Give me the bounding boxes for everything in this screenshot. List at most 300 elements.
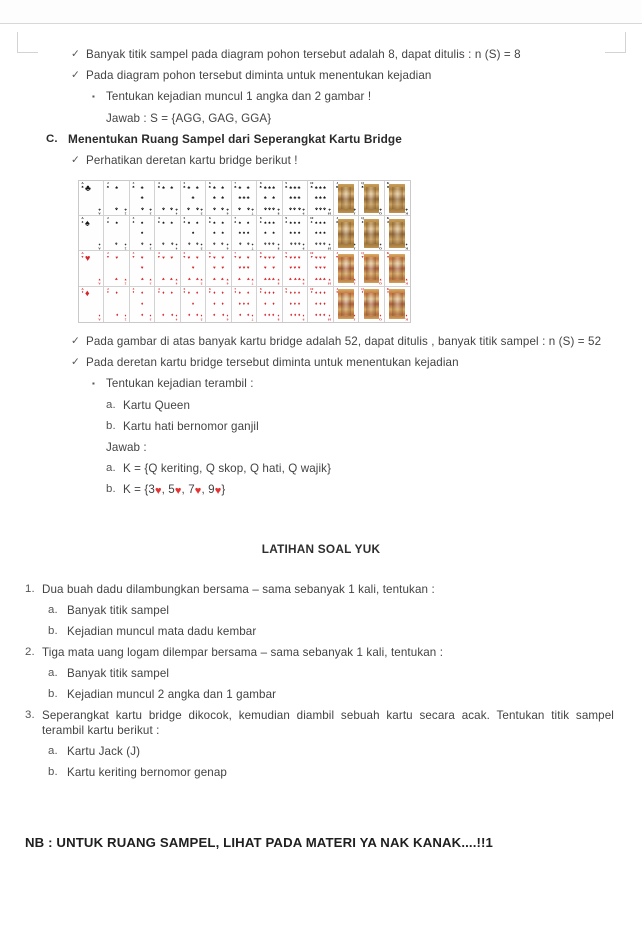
card-pip-spades: ♠: [238, 219, 242, 225]
card-rank-top-left: 5 ♣: [183, 181, 186, 189]
card-rank-top-left: Q ♠: [361, 216, 364, 224]
card-pip-hearts: ♥: [195, 276, 199, 282]
item-text: Kartu Jack (J): [67, 744, 141, 758]
card-pip-clubs: ♣: [212, 184, 216, 190]
card-rank-bottom-right: J ♦: [353, 314, 356, 322]
card-pip-spades: ♠: [293, 229, 297, 235]
item-text: Kejadian muncul mata dadu kembar: [67, 624, 257, 638]
card-pip-clubs: ♣: [195, 206, 199, 212]
playing-card: [130, 216, 155, 251]
card-pip-diamonds: ♦: [293, 312, 297, 318]
card-pip-diamonds: ♦: [242, 300, 246, 306]
card-pip-hearts: ♥: [115, 255, 119, 261]
item-text: Kartu keriting bernomor genap: [67, 765, 227, 779]
card-rank-top-left: 3 ♣: [132, 181, 135, 189]
card-pip-clubs: ♣: [314, 184, 318, 190]
playing-card: [155, 287, 180, 322]
card-pip-diamonds: ♦: [289, 300, 292, 306]
exercise-item-2: [0, 645, 642, 660]
card-rank-bottom-right: 8 ♠: [277, 242, 280, 251]
card-pip-diamonds: ♦: [140, 290, 144, 296]
card-pips: [187, 289, 199, 320]
card-pip-hearts: ♥: [319, 265, 322, 271]
item-text: Kartu Queen: [123, 398, 191, 412]
card-pip-hearts: ♥: [221, 276, 225, 282]
card-rank-top-left: 7 ♠: [234, 216, 237, 224]
answer-n1: , 5: [161, 482, 175, 496]
card-pip-diamonds: ♦: [115, 312, 118, 318]
answer-n2: , 7: [181, 482, 195, 496]
card-pip-spades: ♠: [289, 241, 292, 247]
playing-card: [206, 216, 231, 251]
answer-n3: , 9: [201, 482, 215, 496]
card-pips: [85, 253, 97, 283]
card-pip-clubs: ♣: [263, 206, 267, 212]
card-pip-hearts: ♥: [319, 276, 322, 282]
card-pip-spades: ♠: [319, 229, 322, 235]
card-pip-clubs: ♣: [272, 184, 276, 190]
scan-top-band: [0, 0, 642, 24]
card-pip-spades: ♠: [140, 241, 144, 247]
card-rank-bottom-right: J ♥: [353, 277, 356, 286]
card-pip-diamonds: ♦: [272, 312, 275, 318]
card-pips: [161, 289, 173, 320]
card-pip-diamonds: ♦: [170, 312, 173, 318]
card-pip-diamonds: ♦: [196, 312, 199, 318]
card-pip-hearts: ♥: [162, 276, 165, 282]
list-item-bullet-2: [0, 376, 642, 392]
card-pip-diamonds: ♦: [272, 290, 275, 296]
card-pip-clubs: ♣: [246, 184, 250, 190]
card-rank-bottom-right: 2 ♦: [124, 314, 127, 322]
card-pip-spades: ♠: [213, 229, 216, 235]
playing-card: [308, 287, 333, 322]
card-pip-diamonds: ♦: [238, 290, 242, 296]
card-pip-clubs: ♣: [115, 206, 119, 212]
card-pip-clubs: ♣: [187, 184, 191, 190]
card-rank-top-left: 6 ♣: [208, 181, 211, 189]
answer-text: Jawab : S = {AGG, GAG, GGA}: [106, 112, 272, 125]
exercise-item-3-a: [0, 744, 642, 759]
item-text: Kartu hati bernomor ganjil: [123, 419, 259, 433]
card-rank-bottom-right: 3 ♣: [149, 207, 153, 216]
card-pip-clubs: ♣: [187, 206, 191, 212]
card-pip-hearts: ♥: [162, 255, 165, 261]
card-pip-diamonds: ♦: [213, 300, 216, 306]
card-pip-diamonds: ♦: [246, 290, 250, 296]
card-rank-top-left: 7 ♦: [234, 286, 237, 295]
card-rank-bottom-right: Q ♣: [378, 207, 382, 216]
item-marker: 3.: [25, 708, 35, 721]
card-pip-hearts: ♥: [238, 276, 242, 282]
card-pip-spades: ♠: [268, 241, 271, 247]
card-pip-clubs: ♣: [170, 184, 174, 190]
card-rank-top-left: 2 ♦: [107, 286, 109, 295]
card-pip-diamonds: ♦: [264, 312, 267, 318]
card-pip-spades: ♠: [221, 229, 224, 235]
card-pip-diamonds: ♦: [85, 288, 90, 299]
card-pip-spades: ♠: [323, 229, 326, 235]
playing-card: [359, 216, 384, 251]
item-marker: b.: [48, 765, 58, 778]
card-pip-clubs: ♣: [297, 194, 301, 200]
card-pip-hearts: ♥: [268, 276, 271, 282]
card-pips: [263, 289, 275, 320]
card-pips: [212, 253, 224, 283]
card-pip-spades: ♠: [264, 219, 267, 225]
card-pip-hearts: ♥: [221, 255, 225, 261]
item-marker: b.: [48, 624, 58, 637]
card-pip-diamonds: ♦: [246, 300, 250, 306]
card-pip-clubs: ♣: [297, 184, 301, 190]
card-pip-clubs: ♣: [212, 206, 216, 212]
card-face-artwork: [338, 254, 353, 283]
card-rank-top-left: J ♠: [336, 216, 339, 224]
card-pip-clubs: ♣: [272, 194, 276, 200]
playing-card: [155, 181, 180, 216]
card-pip-clubs: ♣: [293, 194, 297, 200]
card-pip-diamonds: ♦: [293, 300, 297, 306]
card-pip-hearts: ♥: [213, 265, 216, 271]
card-pip-diamonds: ♦: [315, 290, 318, 296]
card-pips: [212, 218, 224, 248]
card-pips: [85, 218, 97, 248]
card-pip-hearts: ♥: [140, 255, 144, 261]
card-pip-spades: ♠: [170, 241, 173, 247]
playing-card: [283, 216, 308, 251]
card-pips: [212, 183, 224, 213]
item-text: Tiga mata uang logam dilempar bersama – sama sebanyak 1 kali, tentukan :: [42, 645, 444, 659]
card-rank-top-left: 9 ♦: [285, 286, 288, 295]
card-pip-clubs: ♣: [267, 184, 271, 190]
card-rank-bottom-right: 2 ♠: [124, 242, 127, 251]
list-item-text: Pada deretan kartu bridge tersebut diminta untuk menentukan kejadian: [86, 355, 459, 369]
list-item-check-5: [0, 355, 642, 370]
card-face-artwork: [338, 219, 353, 248]
card-pip-diamonds: ♦: [213, 290, 216, 296]
exercise-item-2-b: [0, 687, 642, 702]
card-pip-spades: ♠: [314, 241, 318, 247]
card-pip-spades: ♠: [293, 219, 297, 225]
playing-card: [206, 181, 231, 216]
card-rank-bottom-right: A ♦: [98, 314, 102, 322]
answer-item-a: [0, 461, 642, 476]
card-pip-hearts: ♥: [195, 255, 199, 261]
card-pip-diamonds: ♦: [115, 290, 118, 296]
card-pip-diamonds: ♦: [319, 300, 322, 306]
heart-icon: ♥: [154, 484, 162, 497]
card-pip-hearts: ♥: [323, 255, 326, 261]
card-pip-diamonds: ♦: [268, 312, 271, 318]
card-rank-bottom-right: 7 ♦: [251, 314, 254, 322]
card-pip-spades: ♠: [297, 241, 301, 247]
heart-icon: ♥: [174, 484, 182, 497]
card-rank-top-left: 4 ♠: [157, 216, 160, 224]
card-pip-spades: ♠: [221, 219, 224, 225]
card-pip-spades: ♠: [319, 241, 322, 247]
card-rank-bottom-right: 7 ♣: [251, 207, 254, 216]
playing-card: [257, 251, 282, 286]
card-rank-bottom-right: 6 ♣: [226, 207, 229, 216]
card-pip-diamonds: ♦: [289, 312, 292, 318]
card-pip-spades: ♠: [213, 219, 216, 225]
card-pip-clubs: ♣: [238, 206, 242, 212]
card-rank-top-left: 4 ♦: [157, 286, 160, 295]
card-rank-bottom-right: 8 ♣: [277, 207, 280, 216]
item-marker: b.: [48, 687, 58, 700]
playing-card: [385, 287, 410, 322]
card-pip-clubs: ♣: [318, 206, 322, 212]
card-rank-bottom-right: A ♣: [98, 207, 102, 216]
item-text: K = {Q keriting, Q skop, Q hati, Q wajik}: [123, 461, 332, 475]
card-pip-hearts: ♥: [115, 276, 119, 282]
card-rank-top-left: 2 ♥: [106, 251, 110, 259]
list-item-bullet-1: [0, 89, 642, 105]
card-pip-diamonds: ♦: [140, 300, 144, 306]
playing-card: [308, 181, 333, 216]
card-pips: [187, 183, 199, 213]
card-face-artwork: [364, 184, 379, 213]
card-pip-spades: ♠: [238, 241, 242, 247]
card-pip-clubs: ♣: [318, 184, 322, 190]
playing-card: [385, 216, 410, 251]
checkmark-icon: ✓: [71, 334, 80, 347]
card-rank-bottom-right: 4 ♣: [175, 207, 178, 216]
card-pip-hearts: ♥: [170, 276, 174, 282]
card-pip-hearts: ♥: [297, 265, 301, 271]
card-rank-bottom-right: 9 ♥: [302, 277, 305, 286]
card-pip-spades: ♠: [272, 241, 275, 247]
card-rank-bottom-right: 4 ♥: [175, 277, 178, 286]
card-pips: [289, 218, 301, 248]
playing-card: [257, 287, 282, 322]
card-pip-diamonds: ♦: [162, 290, 165, 296]
card-pip-clubs: ♣: [267, 206, 271, 212]
card-rank-bottom-right: J ♣: [353, 207, 356, 216]
square-bullet-icon: ▪: [92, 378, 95, 388]
card-pip-spades: ♠: [272, 229, 275, 235]
item-marker: 1.: [25, 582, 35, 595]
card-pip-spades: ♠: [246, 219, 250, 225]
card-rank-bottom-right: 6 ♥: [226, 277, 229, 286]
card-pips: [161, 218, 173, 248]
card-pip-clubs: ♣: [140, 194, 144, 200]
card-pips: [187, 218, 199, 248]
playing-card: [79, 287, 104, 322]
list-item-text: Tentukan kejadian muncul 1 angka dan 2 gambar !: [106, 90, 372, 103]
item-text: Dua buah dadu dilambungkan bersama – sama sebanyak 1 kali, tentukan :: [42, 582, 435, 596]
card-rank-top-left: J ♦: [336, 286, 339, 295]
card-pip-clubs: ♣: [314, 194, 318, 200]
playing-card: [257, 181, 282, 216]
exercise-item-3-b: [0, 765, 642, 780]
playing-card: [334, 251, 359, 286]
card-rank-top-left: 4 ♥: [157, 251, 160, 259]
card-pip-hearts: ♥: [314, 276, 318, 282]
card-pips: [212, 289, 224, 320]
card-pip-diamonds: ♦: [187, 312, 191, 318]
card-pip-spades: ♠: [140, 229, 144, 235]
card-pip-spades: ♠: [319, 219, 322, 225]
card-rank-bottom-right: 10 ♠: [327, 242, 331, 251]
playing-card: [232, 251, 257, 286]
card-pip-clubs: ♣: [297, 206, 301, 212]
card-rank-bottom-right: 8 ♥: [277, 277, 280, 286]
exercise-item-2-a: [0, 666, 642, 681]
card-pip-hearts: ♥: [323, 276, 326, 282]
card-pips: [263, 253, 275, 283]
card-pip-clubs: ♣: [238, 194, 242, 200]
card-rank-top-left: 7 ♥: [234, 251, 237, 259]
card-rank-bottom-right: 6 ♠: [226, 242, 229, 251]
card-pip-hearts: ♥: [238, 255, 242, 261]
card-rank-top-left: K ♥: [386, 251, 390, 259]
card-pip-spades: ♠: [221, 241, 224, 247]
card-rank-bottom-right: 5 ♠: [200, 242, 203, 251]
card-pips: [238, 289, 250, 320]
card-rank-top-left: 8 ♥: [259, 251, 262, 259]
card-rank-bottom-right: 10 ♣: [327, 207, 331, 216]
card-rank-top-left: K ♦: [386, 286, 390, 295]
card-pip-hearts: ♥: [85, 252, 91, 263]
card-rank-bottom-right: K ♠: [405, 242, 408, 251]
card-pips: [161, 253, 173, 283]
card-pips: [289, 253, 301, 283]
list-item-text: Tentukan kejadian terambil :: [106, 376, 254, 390]
card-pips: [314, 289, 326, 320]
list-item-text: Pada gambar di atas banyak kartu bridge adalah 52, dapat ditulis , banyak titik sampel : n (S) = 52: [86, 334, 602, 348]
card-rank-bottom-right: 5 ♣: [200, 207, 203, 216]
card-pip-diamonds: ♦: [221, 300, 224, 306]
card-rank-top-left: 8 ♦: [259, 286, 262, 295]
card-pip-diamonds: ♦: [297, 290, 301, 296]
card-face-artwork: [338, 184, 353, 213]
card-pip-hearts: ♥: [289, 276, 293, 282]
card-pips: [110, 289, 122, 320]
playing-card: [359, 181, 384, 216]
card-pip-hearts: ♥: [246, 255, 250, 261]
card-pip-clubs: ♣: [263, 184, 267, 190]
card-face-artwork: [364, 219, 379, 248]
card-pip-hearts: ♥: [170, 255, 174, 261]
answer-label-text: Jawab :: [106, 440, 147, 454]
playing-card: [181, 287, 206, 322]
card-pip-diamonds: ♦: [297, 312, 301, 318]
answer-line-1: [0, 111, 642, 126]
card-pip-diamonds: ♦: [289, 290, 292, 296]
card-pips: [187, 253, 199, 283]
card-pip-diamonds: ♦: [221, 290, 224, 296]
card-face-artwork: [364, 254, 379, 283]
card-rank-bottom-right: Q ♠: [378, 242, 382, 251]
card-pips: [238, 218, 250, 248]
card-pips: [238, 183, 250, 213]
card-pip-clubs: ♣: [221, 194, 225, 200]
card-pip-spades: ♠: [289, 229, 292, 235]
card-pip-diamonds: ♦: [319, 290, 322, 296]
card-rank-top-left: A ♥: [81, 251, 84, 259]
footer-note: NB : UNTUK RUANG SAMPEL, LIHAT PADA MATERI YA NAK KANAK....!!1: [25, 834, 494, 850]
playing-card: [181, 251, 206, 286]
card-pip-diamonds: ♦: [246, 312, 250, 318]
card-pip-clubs: ♣: [115, 184, 119, 190]
card-pip-spades: ♠: [268, 219, 271, 225]
list-item-text: Banyak titik sampel pada diagram pohon tersebut adalah 8, dapat ditulis : n (S) = 8: [86, 48, 521, 61]
exercise-item-1-b: [0, 624, 642, 639]
card-pips: [161, 183, 173, 213]
item-marker: b.: [106, 482, 116, 495]
card-rank-top-left: K ♠: [386, 216, 390, 224]
heart-icon: ♥: [194, 484, 202, 497]
card-rank-bottom-right: 9 ♠: [302, 242, 305, 251]
card-pip-hearts: ♥: [319, 255, 322, 261]
card-face-artwork: [389, 254, 405, 283]
card-pip-diamonds: ♦: [272, 300, 275, 306]
card-pip-hearts: ♥: [272, 276, 275, 282]
playing-card: [385, 181, 410, 216]
card-pip-spades: ♠: [162, 219, 165, 225]
card-pip-hearts: ♥: [191, 265, 195, 271]
card-rank-bottom-right: Q ♦: [378, 314, 382, 322]
card-rank-bottom-right: 8 ♦: [277, 314, 280, 322]
playing-card: [334, 216, 359, 251]
card-pip-diamonds: ♦: [140, 312, 144, 318]
checkmark-icon: ✓: [71, 355, 80, 368]
card-pips: [136, 289, 148, 320]
card-pips: [85, 289, 97, 320]
card-pip-spades: ♠: [246, 241, 250, 247]
card-pips: [314, 218, 326, 248]
card-rank-bottom-right: 10 ♦: [327, 314, 331, 322]
card-rank-top-left: 10 ♣: [309, 181, 314, 189]
playing-card: [130, 251, 155, 286]
card-face-artwork: [364, 289, 379, 319]
card-pips: [136, 253, 148, 283]
question-item-b: [0, 419, 642, 434]
card-pip-clubs: ♣: [140, 206, 144, 212]
card-pip-spades: ♠: [314, 229, 318, 235]
card-pip-hearts: ♥: [263, 276, 267, 282]
card-rank-top-left: 9 ♣: [285, 181, 288, 189]
card-pip-diamonds: ♦: [315, 312, 318, 318]
item-marker: a.: [106, 461, 116, 474]
card-pips: [85, 183, 97, 213]
card-pip-diamonds: ♦: [238, 312, 242, 318]
exercise-item-1: [0, 582, 642, 597]
card-pip-spades: ♠: [195, 219, 199, 225]
playing-card: [104, 181, 129, 216]
card-pip-spades: ♠: [187, 219, 191, 225]
card-rank-bottom-right: 5 ♥: [200, 277, 203, 286]
heart-icon: ♥: [214, 484, 222, 497]
card-rank-bottom-right: 4 ♦: [175, 314, 178, 322]
card-pip-diamonds: ♦: [268, 290, 271, 296]
playing-card: [308, 216, 333, 251]
card-pip-diamonds: ♦: [297, 300, 301, 306]
playing-card: [232, 181, 257, 216]
card-rank-top-left: K ♣: [386, 181, 390, 189]
card-rank-top-left: 3 ♠: [132, 216, 135, 224]
card-pip-spades: ♠: [297, 219, 301, 225]
card-pip-spades: ♠: [264, 229, 267, 235]
card-pips: [110, 253, 122, 283]
item-marker: a.: [106, 398, 116, 411]
card-pip-clubs: ♣: [212, 194, 216, 200]
card-rank-top-left: 6 ♥: [208, 251, 211, 259]
playing-card: [79, 216, 104, 251]
item-marker: 2.: [25, 645, 35, 658]
answer-label: [0, 440, 642, 455]
